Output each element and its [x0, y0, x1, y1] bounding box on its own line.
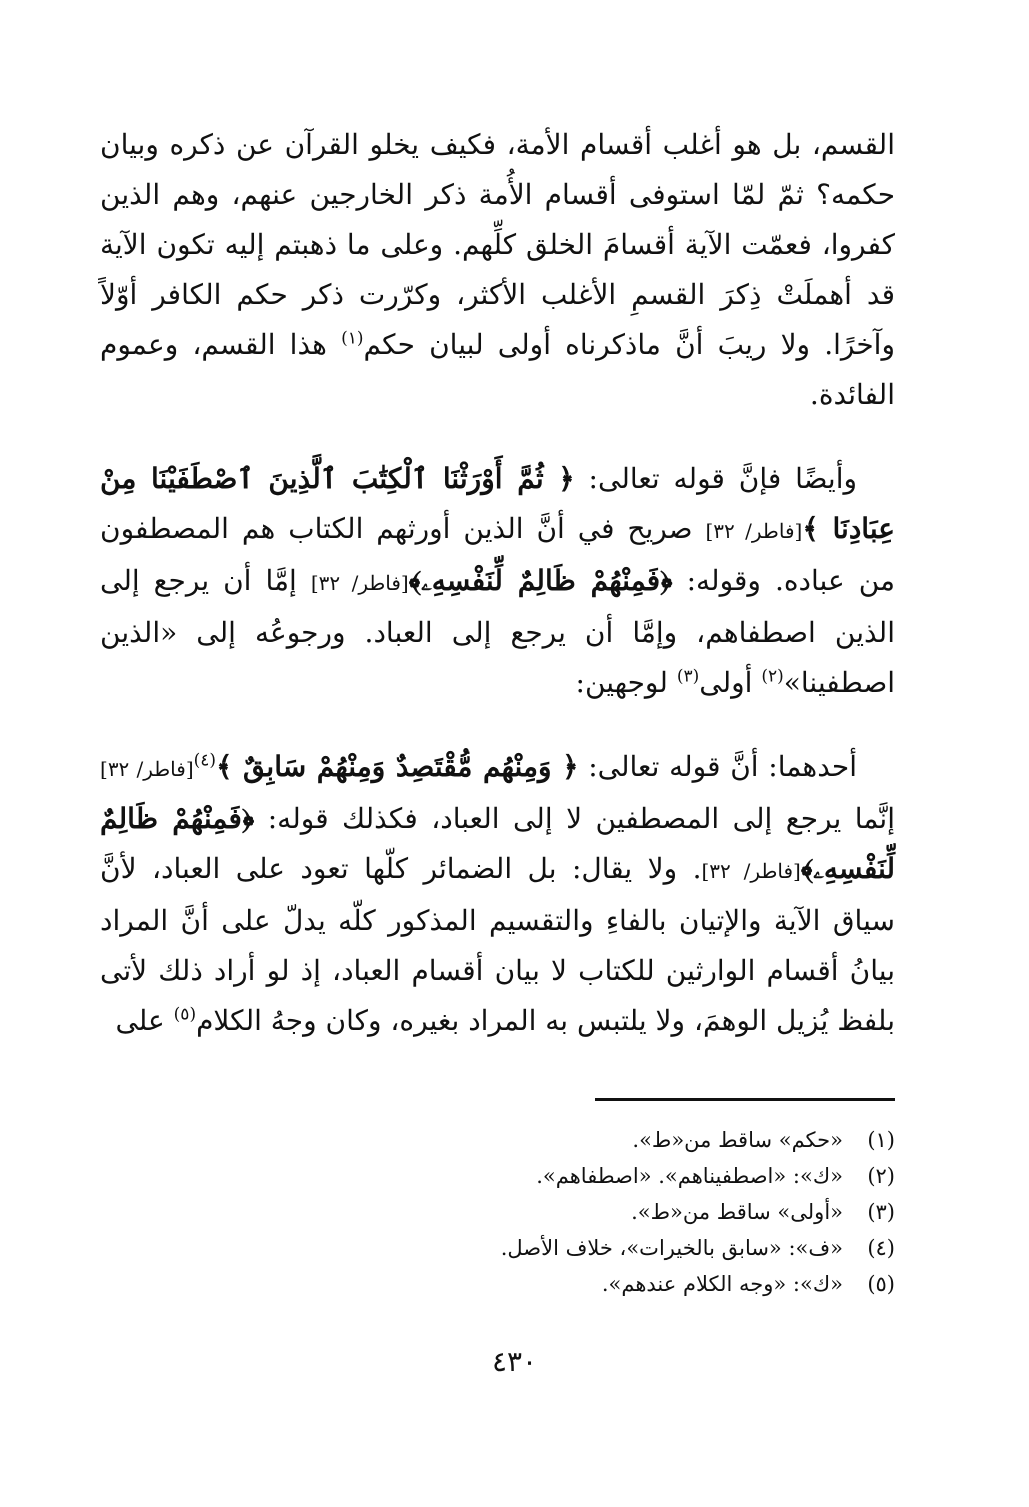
page-number: ٤٣٠: [491, 1345, 538, 1378]
footnote-ref-1[interactable]: (١): [341, 328, 364, 349]
footnote-text: «ف»: «سابق بالخيرات»، خلاف الأصل.: [500, 1236, 843, 1260]
footnotes-list: [135, 1122, 895, 1302]
footnote-text: «حكم» ساقط من«ط».: [632, 1128, 843, 1152]
footnote-ref-5[interactable]: (٥): [173, 1004, 197, 1025]
footnote-number: (٢): [867, 1164, 895, 1188]
paragraph-2-text-c: إمَّا أن يرجع إلى الذين اصطفاهم، وإمَّا أن يرجع إلى العباد. ورجوعُه إلى «الذين اصطفينا»: [100, 564, 895, 699]
footnote-item: [135, 1194, 895, 1230]
footnote-number: (١): [867, 1128, 895, 1152]
footnote-number: (٣): [867, 1200, 895, 1224]
footnote-divider: [595, 1098, 895, 1101]
quran-verse: ﴿فَمِنْهُمْ ظَالِمٌ لِّنَفْسِهِۦ﴾: [408, 564, 673, 597]
footnote-text: «ك»: «اصطفيناهم». «اصطفاهم».: [536, 1164, 843, 1188]
verse-reference: [فاطر/ ٣٢]: [310, 571, 409, 595]
paragraph-1-end: هذا القسم، وعموم الفائدة.: [100, 328, 895, 411]
footnote-ref-4[interactable]: (٤): [193, 750, 217, 771]
paragraph-3-text-b: إنَّما يرجع إلى المصطفين لا إلى العباد، فكذلك قوله:: [254, 802, 896, 835]
footnote-number: (٤): [867, 1236, 895, 1260]
paragraph-2-text-b: صريح في أنَّ الذين أورثهم الكتاب هم المصطفون من عباده. وقوله:: [100, 512, 896, 597]
footnote-item: [135, 1122, 895, 1158]
footnote-ref-3[interactable]: (٣): [676, 666, 700, 687]
footnote-number: (٥): [867, 1272, 895, 1296]
footnote-ref-2[interactable]: (٢): [761, 666, 784, 687]
footnote-item: [135, 1158, 895, 1194]
footnote-text: «أولى» ساقط من«ط».: [631, 1200, 843, 1224]
quran-verse: ﴿ وَمِنْهُم مُّقْتَصِدٌ وَمِنْهُمْ سَابِقٌ ﴾: [216, 750, 579, 783]
paragraph-2-text-a: وأيضًا فإنَّ قوله تعالى:: [574, 462, 858, 495]
quran-verse: ﴿فَمِنْهُمْ ظَالِمٌ لِّنَفْسِهِۦ﴾: [100, 802, 896, 885]
paragraph-3-text-d: على: [115, 1004, 174, 1037]
footnote-text: «ك»: «وجه الكلام عندهم».: [601, 1272, 843, 1296]
page-body: [100, 120, 895, 1046]
paragraph-1: [100, 120, 895, 420]
paragraph-3: [100, 742, 895, 1046]
verse-reference: [فاطر/ ٣٢]: [705, 519, 803, 543]
verse-reference: [فاطر/ ٣٢]: [100, 757, 194, 781]
paragraph-2-text-e: لوجهين:: [575, 666, 677, 699]
quran-verse: ﴿ ثُمَّ أَوْرَثْنَا ٱلْكِتَٰبَ ٱلَّذِينَ ٱصْطَفَيْنَا مِنْ عِبَادِنَا ﴾: [100, 462, 895, 545]
paragraph-3-text-c: . ولا يقال: بل الضمائر كلّها تعود على العباد، لأنَّ سياق الآية والإتيان بالفاءِ والتقسيم المذكور كلّه يدلّ على أنَّ المراد بيانُ أقسام الوارثين للكتاب لا بيان أقسام العباد، إذ لو أراد ذلك لأتى بلفظ يُزيل الوهمَ، ولا يلتبس به المراد بغيره، وكان وجهُ الكلام: [100, 852, 895, 1037]
paragraph-1-text: القسم، بل هو أغلب أقسام الأمة، فكيف يخلو القرآن عن ذكره وبيان حكمه؟ ثمّ لمّا استوفى أقسام الأُمة ذكر الخارجين عنهم، وهم الذين كفروا، فعمّت الآية أقسامَ الخلق كلِّهم. وعلى ما ذهبتم إليه تكون الآية قد أهملَتْ ذِكرَ القسمِ الأغلب الأكثر، وكرّرت ذكر حكم الكافر أوّلاً وآخرًا. ولا ريبَ أنَّ ماذكرناه أولى لبيان حكم: [100, 128, 895, 361]
paragraph-3-text-a: أحدهما: أنَّ قوله تعالى:: [578, 750, 857, 783]
footnote-item: [135, 1230, 895, 1266]
paragraph-2: [100, 454, 895, 708]
footnote-item: [135, 1266, 895, 1302]
verse-reference: [فاطر/ ٣٢]: [701, 859, 801, 883]
paragraph-2-text-d: أولى: [699, 666, 762, 699]
